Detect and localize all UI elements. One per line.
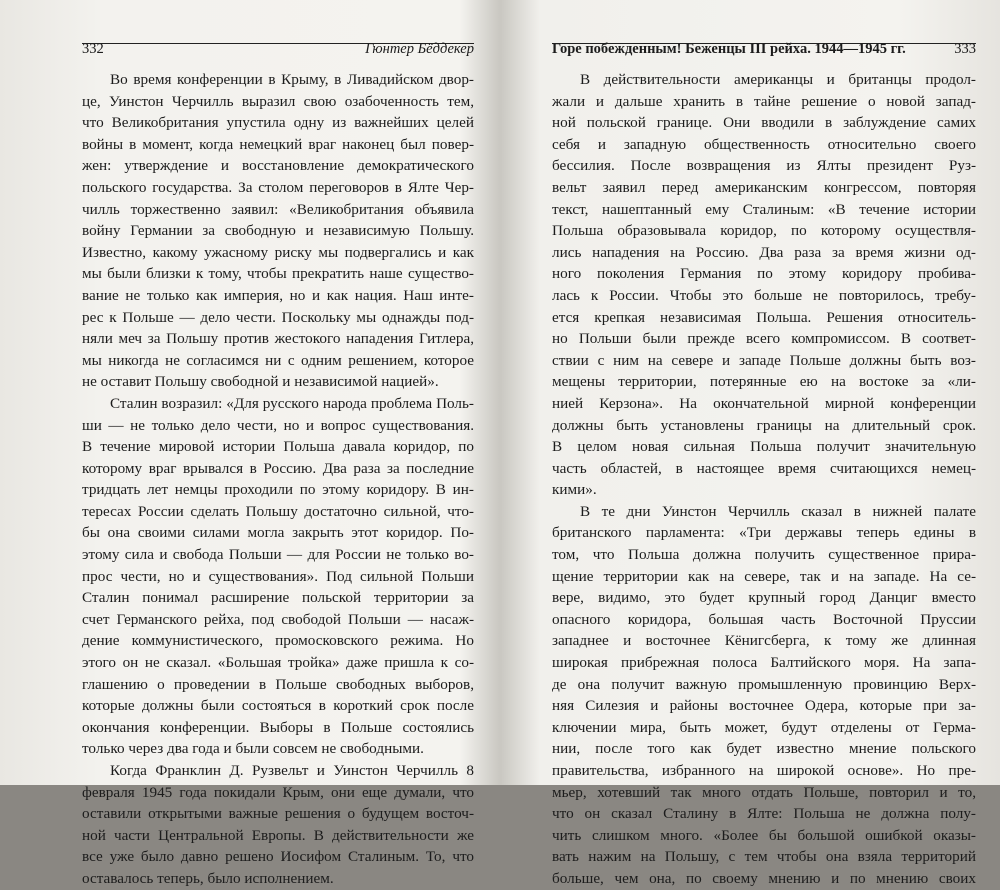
text-line: мы никогда не согласимся ни с одним решением, которое — [82, 351, 474, 369]
text-line: бессилия. После возвращения из Ялты президент Руз- — [552, 157, 976, 175]
text-line: этого он не сказал. «Большая тройка» даже пришла к со- — [82, 654, 474, 672]
text-line: Сталин понимал расширение польской территории за — [82, 589, 474, 607]
running-head: Гюнтер Бёддекер — [365, 41, 474, 57]
text-line: которые должны были состояться в короткий срок после — [82, 697, 474, 715]
text-line: В действительности американцы и британцы продол- — [580, 71, 976, 88]
text-line: вание не только как империя, но и как нация. Наш инте- — [82, 286, 474, 304]
text-line: рес к Польше — дело чести. Поскольку мы однажды под- — [82, 308, 474, 326]
text-line: что он сказал Сталину в Ялте: Польша не должна полу- — [552, 805, 976, 823]
text-line: вере, видимо, это будет крупный город Данциг вместо — [552, 589, 976, 607]
text-line: глашению о проведении в Польше свободных выборов, — [82, 675, 474, 693]
text-line: ной части Центральной Европы. В действительности же — [82, 826, 474, 844]
text-line: ключении мира, быть может, будут отделены от Герма- — [552, 718, 976, 736]
text-line: ствии с ним на севере и западе Польше должны быть воз- — [552, 351, 976, 369]
right-page — [500, 0, 1000, 887]
text-line: Известно, какому ужасному риску мы подвергались и как — [82, 243, 474, 261]
right-page-header — [552, 40, 976, 57]
text-line: войну Германии за свободную и независимую Польшу. — [82, 222, 474, 240]
left-page-header — [82, 40, 474, 57]
text-line: Во время конференции в Крыму, в Ливадийском двор- — [110, 71, 474, 88]
text-line: ной польской границе. Они вводили в заблуждение самих — [552, 114, 976, 132]
text-line: нии, после того как будет известно мнение польского — [552, 740, 976, 758]
text-line: окончания конференции. Выборы в Польше состоялись — [82, 718, 474, 736]
left-page — [0, 0, 500, 887]
text-line: часть областей, в настоящее время считающихся немец- — [552, 459, 976, 477]
text-line: Когда Франклин Д. Рузвельт и Уинстон Черчилль 8 — [110, 762, 474, 779]
text-line: В те дни Уинстон Черчилль сказал в нижней палате — [580, 502, 976, 520]
text-line: няя Силезия и районы восточнее Одера, которые при за- — [552, 697, 976, 715]
text-line: вать нажим на Польшу, с тем чтобы она взяла территорий — [552, 848, 976, 866]
text-line: опасного коридора, большая часть Восточной Пруссии — [552, 610, 976, 628]
text-line: себя и западную общественность относительно своего — [552, 135, 976, 153]
text-line: только через два года и были совсем не свободными. — [82, 740, 424, 758]
text-line: В целом новая сильная Польша получит значительную — [552, 438, 976, 456]
text-line: мы были близки к тому, чтобы прекратить наше существо- — [82, 265, 474, 283]
text-line: должны быть установлены границы на длительный срок. — [552, 416, 976, 434]
text-line: В течение мировой истории Польша давала коридор, по — [82, 438, 474, 456]
text-line: британского парламента: «Три державы теперь едины в — [552, 524, 976, 542]
text-line: жен: утверждение и восстановление демократического — [82, 157, 474, 175]
text-line: де она получит важную промышленную провинцию Верх- — [552, 675, 976, 693]
text-line: счет Германского рейха, под свободой Польши — насаж- — [82, 610, 474, 628]
text-line: кими». — [552, 481, 597, 499]
text-line: польского государства. За столом переговоров в Ялте Чер- — [82, 178, 474, 196]
text-line: которому враг врывался в Россию. Два раза за последние — [82, 459, 474, 477]
text-line: тересах России сделать Польшу достаточно сильной, что- — [82, 502, 474, 520]
text-line: больше, чем она, по своему мнению и по мнению своих — [552, 869, 976, 887]
text-line: Сталин возразил: «Для русского народа проблема Поль- — [110, 394, 474, 412]
text-line: широкая прибрежная полоса Балтийского моря. На запа- — [552, 654, 976, 672]
text-line: правительства, избранного на широкой основе». Но пре- — [552, 762, 976, 779]
text-line: том, что Польша должна получить существенное прира- — [552, 546, 976, 564]
page-number: 332 — [82, 41, 104, 57]
text-line: что Великобритания упустила одну из важнейших целей — [82, 114, 474, 132]
text-line: лась к России. Чтобы это больше не повторилось, требу- — [552, 286, 976, 304]
text-line: оставалось теперь, было исполнением. — [82, 869, 334, 887]
text-line: нией Керзона». На окончательной мирной конференции — [552, 394, 976, 412]
page-number: 333 — [954, 41, 976, 57]
text-line: це, Уинстон Черчилль выразил свою озабоченность тем, — [82, 92, 474, 110]
text-line: няли меч за Польшу против жестокого нападения Гитлера, — [82, 330, 474, 348]
text-line: лись нападения на Россию. Два раза за время жизни од- — [552, 243, 976, 261]
text-line: ши — не только дело чести, но и вопрос существования. — [82, 416, 474, 434]
text-line: вельт заявил перед американским конгрессом, повторяя — [552, 178, 976, 196]
text-line: не оставит Польшу свободной и независимой нацией». — [82, 373, 439, 391]
text-line: западнее и восточнее Кёнигсберга, к тому же длинная — [552, 632, 976, 650]
right-page-text — [552, 69, 976, 890]
text-line: ется крепкая независимая Польша. Решения относитель- — [552, 308, 976, 326]
left-page-text — [82, 69, 474, 890]
text-line: февраля 1945 года покидали Крым, они еще думали, что — [82, 783, 474, 801]
running-head: Горе побежденным! Беженцы III рейха. 1944—1945 гг. — [552, 41, 906, 57]
text-line: войны в момент, когда немецкий враг наконец был повер- — [82, 135, 474, 153]
text-line: тридцать лет немцы проходили по этому коридору. В ин- — [82, 481, 474, 499]
text-line: щение территории как на севере, так и на западе. На се- — [552, 567, 976, 585]
text-line: прос чести, но и существования». Под сильной Польши — [82, 567, 474, 585]
text-line: бы она своими силами могла закрыть этот коридор. По- — [82, 524, 474, 542]
text-line: мещены территории, потерянные ею на востоке за «ли- — [552, 373, 976, 391]
text-line: дение коммунистического, промосковского режима. Но — [82, 632, 474, 650]
text-line: но Польши были прежде всего компромиссом. В соответ- — [552, 330, 976, 348]
text-line: все уже было давно решено Иосифом Сталиным. То, что — [82, 848, 474, 866]
text-line: жали и дальше хранить в тайне решение о новой запад- — [552, 92, 976, 110]
text-line: оставили открытыми важные решения о будущем восточ- — [82, 805, 474, 823]
text-line: чить слишком много. «Более бы большой ошибкой оказы- — [552, 826, 976, 844]
text-line: этому сила и свобода Польши — для России не только во- — [82, 546, 474, 564]
text-line: ного поколения Германия по этому коридору пробива- — [552, 265, 976, 283]
text-line: чилль торжественно заявил: «Великобритания объявила — [82, 200, 474, 218]
text-line: Польша образовывала коридор, по которому осуществля- — [552, 222, 976, 240]
text-line: текст, нашептанный ему Сталиным: «В течение истории — [552, 200, 976, 218]
text-line: мьер, хотевший так много отдать Польше, повторил и то, — [552, 783, 976, 801]
